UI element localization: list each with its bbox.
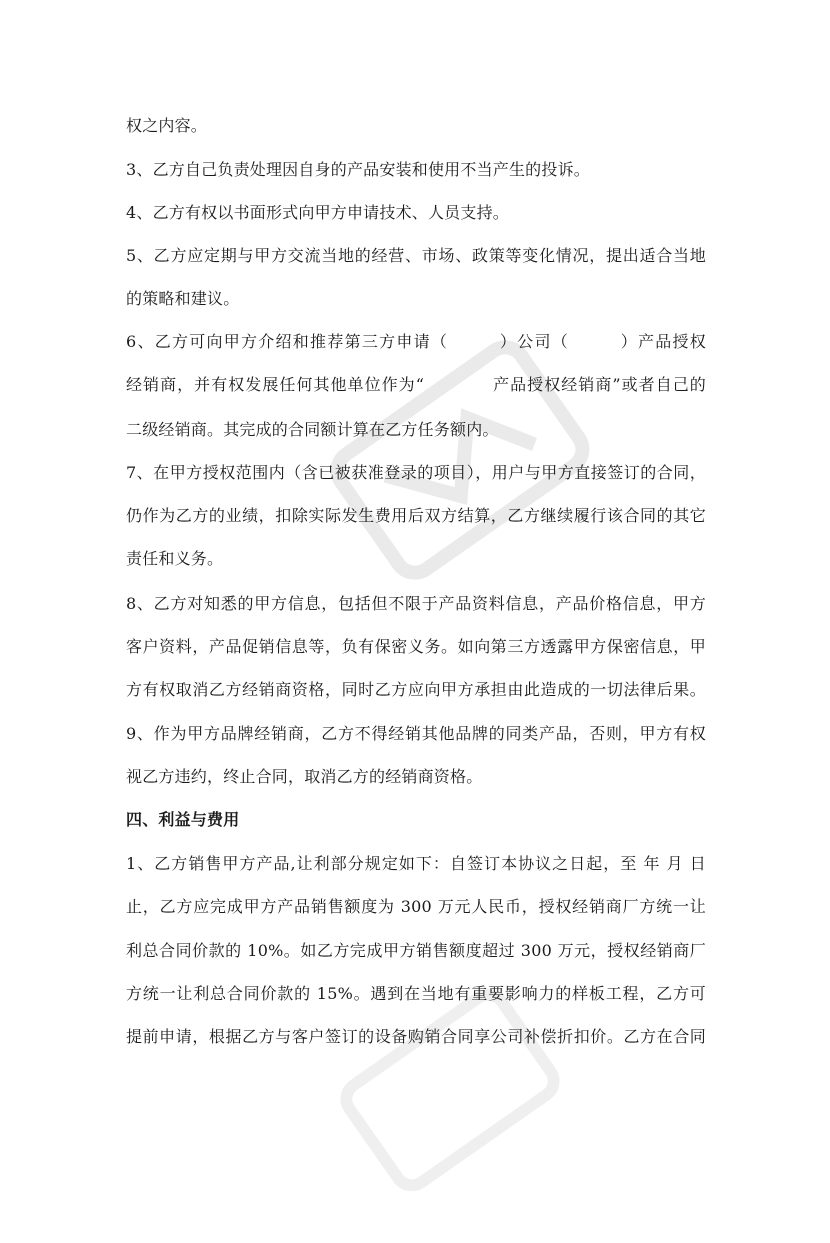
text-line-6: 6、乙方可向甲方介绍和推荐第三方申请（ ）公司（ ）产品授权 (126, 332, 706, 351)
section-heading: 四、利益与费用 (126, 810, 240, 829)
text-line-7: 经销商，并有权发展任何其他单位作为“ 产品授权经销商”或者自己的 (126, 375, 706, 394)
text-line-16: 视乙方违约，终止合同，取消乙方的经销商资格。 (126, 767, 483, 786)
text-line-13: 客户资料，产品促销信息等，负有保密义务。如向第三方透露甲方保密信息，甲 (126, 637, 706, 656)
text-line-19: 止，乙方应完成甲方产品销售额度为 300 万元人民币，授权经销商厂方统一让 (126, 897, 706, 916)
text-line-8: 二级经销商。其完成的合同额计算在乙方任务额内。 (126, 420, 499, 439)
text-line-12: 8、乙方对知悉的甲方信息，包括但不限于产品资料信息，产品价格信息，甲方 (126, 594, 706, 613)
text-line-18: 1、乙方销售甲方产品,让利部分规定如下：自签订本协议之日起，至 年 月 日 (126, 854, 706, 873)
text-line-5: 的策略和建议。 (126, 289, 240, 308)
text-line-15: 9、作为甲方品牌经销商，乙方不得经销其他品牌的同类产品，否则，甲方有权 (126, 724, 706, 743)
text-line-4: 5、乙方应定期与甲方交流当地的经营、市场、政策等变化情况，提出适合当地 (126, 246, 706, 265)
text-line-1: 权之内容。 (126, 116, 208, 135)
text-line-3: 4、乙方有权以书面形式向甲方申请技术、人员支持。 (126, 203, 509, 222)
text-line-10: 仍作为乙方的业绩，扣除实际发生费用后双方结算，乙方继续履行该合同的其它 (126, 506, 706, 525)
text-line-20: 利总合同价款的 10%。如乙方完成甲方销售额度超过 300 万元，授权经销商厂 (126, 941, 706, 960)
watermark-logo-lower (297, 937, 603, 1243)
text-line-9: 7、在甲方授权范围内（含已被获准登录的项目），用户与甲方直接签订的合同， (126, 463, 706, 482)
text-line-14: 方有权取消乙方经销商资格，同时乙方应向甲方承担由此造成的一切法律后果。 (126, 680, 706, 699)
text-line-21: 方统一让利总合同价款的 15%。遇到在当地有重要影响力的样板工程，乙方可 (126, 984, 706, 1003)
text-line-2: 3、乙方自己负责处理因自身的产品安装和使用不当产生的投诉。 (126, 160, 590, 179)
text-line-22: 提前申请，根据乙方与客户签订的设备购销合同享公司补偿折扣价。乙方在合同 (126, 1027, 706, 1046)
text-line-11: 责任和义务。 (126, 549, 224, 568)
